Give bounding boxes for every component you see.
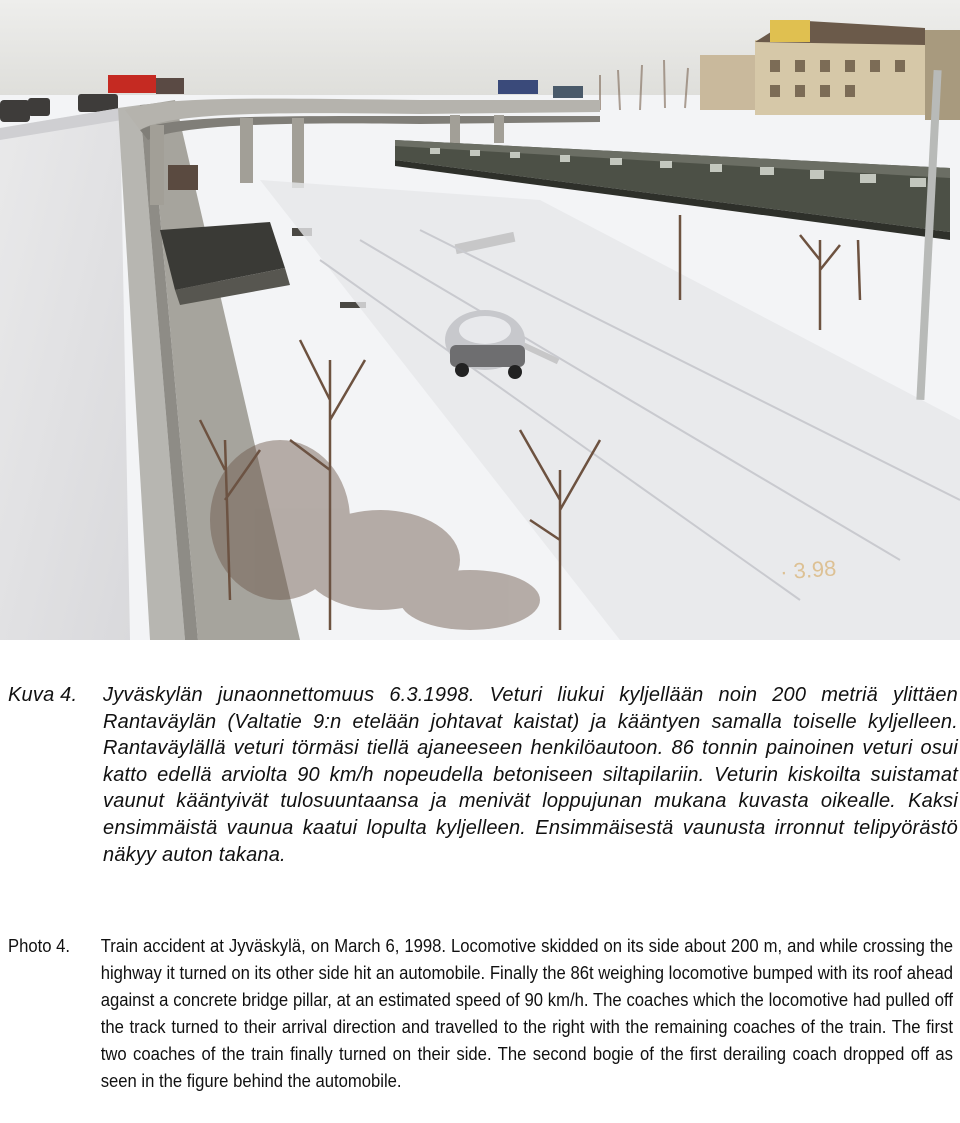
red-truck bbox=[108, 75, 156, 93]
caption-finnish bbox=[8, 682, 958, 868]
caption-fi-label: Kuva 4. bbox=[8, 684, 78, 706]
caption-en-text: Train accident at Jyväskylä, on March 6, 1998. Locomotive skidded on its side about 200 m, and while crossing the highway it turned on its other side hit an automobile. Finally the 86t weighing locomotive bumped with its roof ahead against a concrete bridge pillar, at an estimated speed of 90 km/h. The coaches which the locomotive had pulled off the track turned to their arrival direction and travelled to the right with the remaining coaches of the train. The first two coaches of the train finally turned on their side. The second bogie of the first derailing coach dropped off as seen in the figure behind the automobile. bbox=[100, 935, 953, 1091]
caption-english bbox=[8, 932, 953, 1094]
crashed-car bbox=[445, 310, 525, 379]
caption-fi-text: Jyväskylän junaonnettomuus 6.3.1998. Veturi liukui kyljellään noin 200 metriä ylittäen Rantaväylän (Valtatie 9:n etelään johtavat kaistat) ja kääntyen samalla toiselle kyljelleen. Rantaväylällä veturi törmäsi tiellä ajaneeseen henkilöautoon. 86 tonnin painoinen veturi osui katto edellä arviolta 90 km/h nopeudella betoniseen siltapilariin. Veturin kiskoilta suistamat vaunut kääntyivät tulosuuntaansa ja menivät loppujunan mukana kuvasta oikealle. Kaksi ensimmäistä vaunua kaatui lopulta kyljelleen. Ensimmäisestä vaunusta irronnut telipyörästö näkyy auton takana. bbox=[103, 684, 958, 866]
date-stamp: · 3.98 bbox=[779, 555, 838, 585]
caption-en-label: Photo 4. bbox=[8, 935, 71, 956]
left-road bbox=[0, 108, 130, 640]
